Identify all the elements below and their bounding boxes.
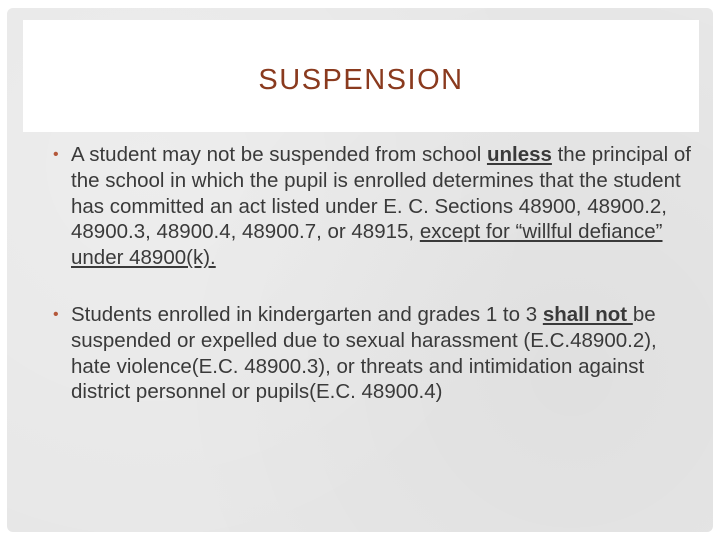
slide (7, 8, 713, 532)
slide-title: SUSPENSION (258, 64, 464, 96)
emphasis-exception: except for “willful defiance” under 48900(k). (71, 220, 663, 270)
bullet-icon: • (53, 146, 59, 163)
bullet-icon: • (53, 305, 59, 323)
emphasis-shall-not: shall not (542, 302, 633, 326)
bullet-item (53, 302, 693, 405)
bullet-text: the principal of the school in which the pupil is enrolled determines that the student has committed an act listed under E. C. Sections 48900, 48900.2, 48900.3, 48900.4, 48900.7, or 48915, (71, 143, 691, 244)
title-box (23, 20, 699, 132)
bullet-item (53, 142, 693, 271)
bullet-text: be suspended or expelled due to sexual harassment (E.C.48900.2), hate violence(E.C. 48900.3), or threats and intimidation against district personnel or pupils(E.C. 48900.4) (71, 302, 657, 404)
slide-body (53, 142, 693, 405)
bullet-text: A student may not be suspended from school (71, 143, 487, 166)
bullet-text: Students enrolled in kindergarten and grades 1 to 3 (71, 302, 543, 326)
emphasis-unless: unless (486, 143, 552, 166)
